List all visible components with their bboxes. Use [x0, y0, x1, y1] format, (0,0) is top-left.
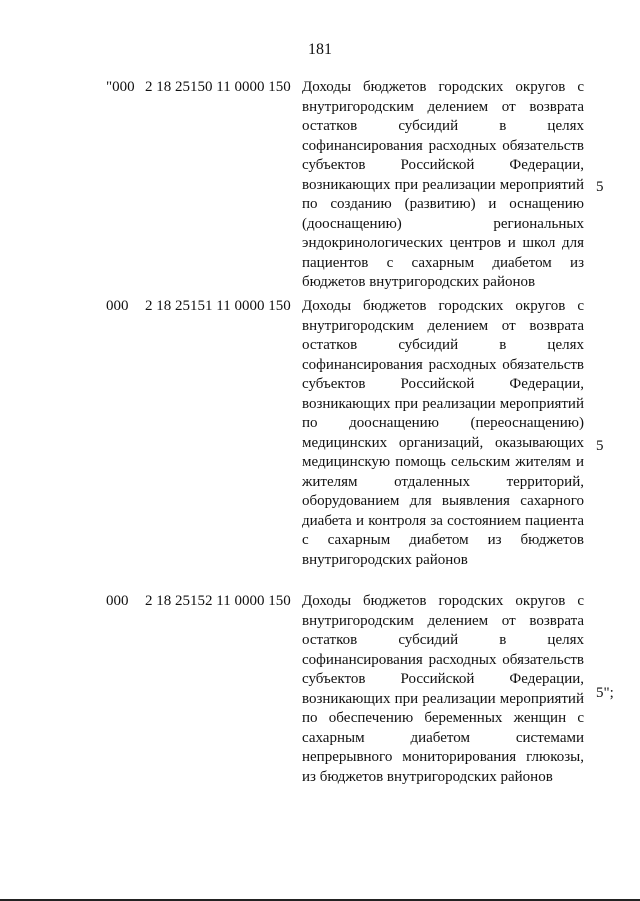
row-value: 5";	[596, 685, 614, 701]
admin-code: 000	[106, 593, 129, 609]
page-number: 181	[308, 41, 332, 58]
kbk-code: 2 18 25152 11 0000 150	[145, 593, 291, 609]
admin-code: 000	[106, 298, 129, 314]
row-description: Доходы бюджетов городских округов с внутригородским делением от возврата остатков субсидий в целях софинансирования расходных обязательств субъектов Российской Федерации, возникающих при реализации мероприятий по дооснащению (переоснащению) медицинских организаций, оказывающих медицинскую помощь сельским жителям и жителям отдаленных территорий, оборудованием для выявления сахарного диабета и контроля за состоянием пациента с сахарным диабетом из бюджетов внутригородских районов	[302, 298, 584, 568]
admin-code: "000	[106, 79, 135, 95]
row-description: Доходы бюджетов городских округов с внутригородским делением от возврата остатков субсидий в целях софинансирования расходных обязательств субъектов Российской Федерации, возникающих при реализации мероприятий по обеспечению беременных женщин с сахарным диабетом системами непрерывного мониторирования глюкозы, из бюджетов внутригородских районов	[302, 593, 584, 785]
row-value: 5	[596, 438, 604, 454]
kbk-code: 2 18 25151 11 0000 150	[145, 298, 291, 314]
row-value: 5	[596, 179, 604, 195]
row-description: Доходы бюджетов городских округов с внутригородским делением от возврата остатков субсидий в целях софинансирования расходных обязательств субъектов Российской Федерации, возникающих при реализации мероприятий по созданию (развитию) и оснащению (дооснащению) региональных эндокринологических центров и школ для пациентов с сахарным диабетом из бюджетов внутригородских районов	[302, 79, 584, 290]
kbk-code: 2 18 25150 11 0000 150	[145, 79, 291, 95]
